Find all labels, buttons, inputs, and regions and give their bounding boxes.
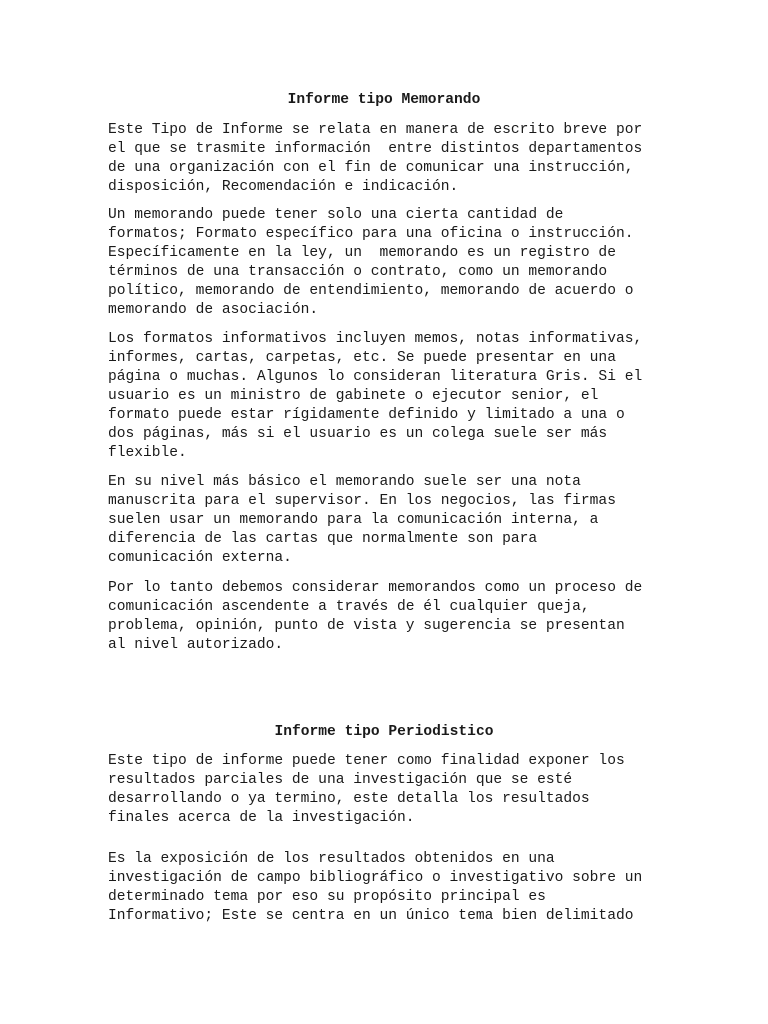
paragraph-memorando-5: Por lo tanto debemos considerar memorandos como un proceso de comunicación ascendente a través de él cualquier queja, problema, opinión, punto de vista y sugerencia se presentan al nivel autorizado.: [108, 580, 643, 653]
paragraph-memorando-2: Un memorando puede tener solo una cierta cantidad de formatos; Formato específico para una oficina o instrucción. Específicamente en la ley, un memorando es un registro de términos de una transacción o contrato, como un memorando político, memorando de entendimiento, memorando de acuerdo o memorando de asociación.: [108, 207, 634, 318]
paragraph-periodistico-2: Es la exposición de los resultados obtenidos en una investigación de campo bibliográfico o investigativo sobre un determinado tema por eso su propósito principal es Informativo; Este se centra en un único tema bien delimitado: [108, 851, 643, 924]
section-title-memorando: Informe tipo Memorando: [287, 92, 481, 108]
paragraph-periodistico-1: Este tipo de informe puede tener como finalidad exponer los resultados parciales de una investigación que se esté desarrollando o ya termino, este detalla los resultados finales acerca de la investigación.: [108, 753, 625, 826]
paragraph-memorando-4: En su nivel más básico el memorando suele ser una nota manuscrita para el supervisor. En los negocios, las firmas suelen usar un memorando para la comunicación interna, a diferencia de las cartas que normalmente son para comunicación externa.: [108, 474, 616, 566]
paragraph-memorando-3: Los formatos informativos incluyen memos, notas informativas, informes, cartas, carpetas, etc. Se puede presentar en una página o muchas. Algunos lo consideran literatura Gris. Si el usuario es un ministro de gabinete o ejecutor senior, el formato puede estar rígidamente definido y limitado a una o dos páginas, más si el usuario es un colega suele ser más flexible.: [108, 331, 643, 461]
paragraph-memorando-1: Este Tipo de Informe se relata en manera de escrito breve por el que se trasmite información entre distintos departamentos de una organización con el fin de comunicar una instrucción, disposición, Recomendación e indicación.: [108, 122, 643, 195]
section-title-periodistico: Informe tipo Periodistico: [274, 724, 494, 740]
